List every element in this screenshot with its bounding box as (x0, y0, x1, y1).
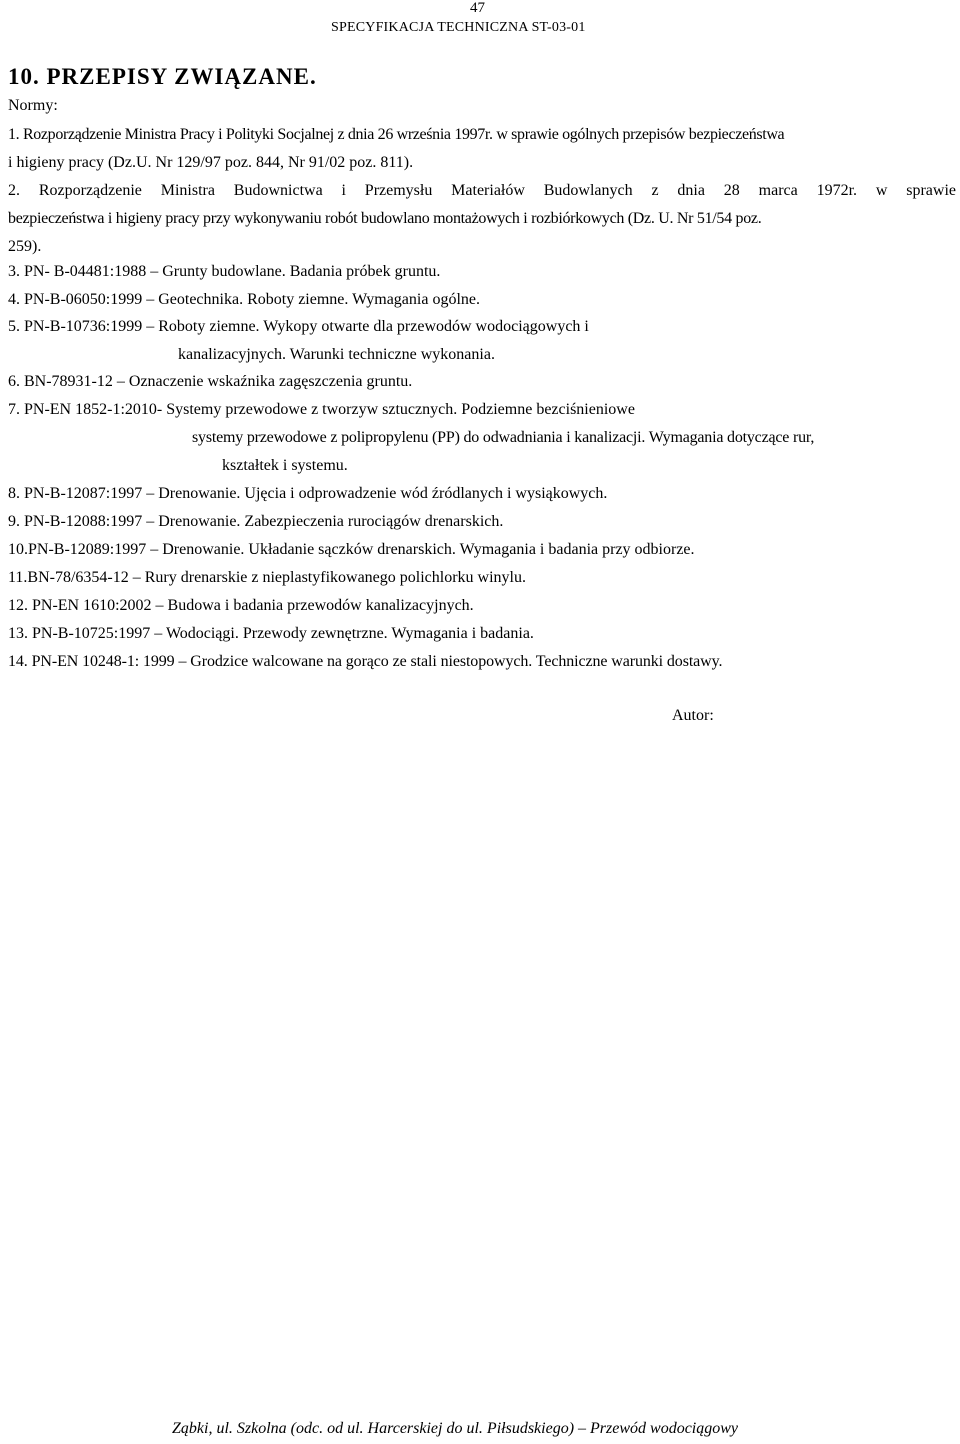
list-item: 8. PN-B-12087:1997 – Drenowanie. Ujęcia i odprowadzenie wód źródlanych i wysiąkowych. (8, 485, 608, 502)
list-item-line: 2. Rozporządzenie Ministra Budownictwa i Przemysłu Materiałów Budowlanych z dnia 28 marca 1972r. w sprawie (8, 182, 956, 199)
list-item-line: 7. PN-EN 1852-1:2010- Systemy przewodowe z tworzyw sztucznych. Podziemne bezciśnieniowe (8, 401, 635, 418)
list-item-line: systemy przewodowe z polipropylenu (PP) do odwadniania i kanalizacji. Wymagania dotyczące rur, (192, 429, 815, 446)
section-title: 10. PRZEPISY ZWIĄZANE. (8, 64, 317, 89)
list-item-line: bezpieczeństwa i higieny pracy przy wykonywaniu robót budowlano montażowych i rozbiórkowych (Dz. U. Nr 51/54 poz. (8, 210, 762, 227)
list-item-line: 5. PN-B-10736:1999 – Roboty ziemne. Wykopy otwarte dla przewodów wodociągowych i (8, 318, 589, 335)
norms-label: Normy: (8, 97, 58, 114)
page-number: 47 (470, 0, 485, 16)
list-item: 11.BN-78/6354-12 – Rury drenarskie z nieplastyfikowanego polichlorku winylu. (8, 569, 526, 586)
list-item: 10.PN-B-12089:1997 – Drenowanie. Układanie sączków drenarskich. Wymagania i badania przy odbiorze. (8, 541, 695, 558)
list-item: 12. PN-EN 1610:2002 – Budowa i badania przewodów kanalizacyjnych. (8, 597, 474, 614)
list-item: 6. BN-78931-12 – Oznaczenie wskaźnika zagęszczenia gruntu. (8, 373, 413, 390)
spec-header: SPECYFIKACJA TECHNICZNA ST-03-01 (331, 20, 586, 35)
list-item: 9. PN-B-12088:1997 – Drenowanie. Zabezpieczenia rurociągów drenarskich. (8, 513, 504, 530)
footer-text: Ząbki, ul. Szkolna (odc. od ul. Harcerskiej do ul. Piłsudskiego) – Przewód wodociągowy (172, 1420, 739, 1437)
list-item-line: 259). (8, 238, 42, 255)
list-item: 4. PN-B-06050:1999 – Geotechnika. Roboty ziemne. Wymagania ogólne. (8, 291, 480, 308)
author-label: Autor: (672, 707, 714, 724)
list-item-line: kształtek i systemu. (222, 457, 348, 474)
list-item-line: i higieny pracy (Dz.U. Nr 129/97 poz. 844, Nr 91/02 poz. 811). (8, 154, 414, 171)
list-item-line: 1. Rozporządzenie Ministra Pracy i Polityki Socjalnej z dnia 26 września 1997r. w sprawie ogólnych przepisów bezpieczeństwa (8, 126, 785, 143)
list-item: 13. PN-B-10725:1997 – Wodociągi. Przewody zewnętrzne. Wymagania i badania. (8, 625, 534, 642)
list-item: 14. PN-EN 10248-1: 1999 – Grodzice walcowane na gorąco ze stali niestopowych. Techniczne warunki dostawy. (8, 653, 723, 670)
list-item: 3. PN- B-04481:1988 – Grunty budowlane. Badania próbek gruntu. (8, 263, 441, 280)
list-item-line: kanalizacyjnych. Warunki techniczne wykonania. (178, 346, 495, 363)
